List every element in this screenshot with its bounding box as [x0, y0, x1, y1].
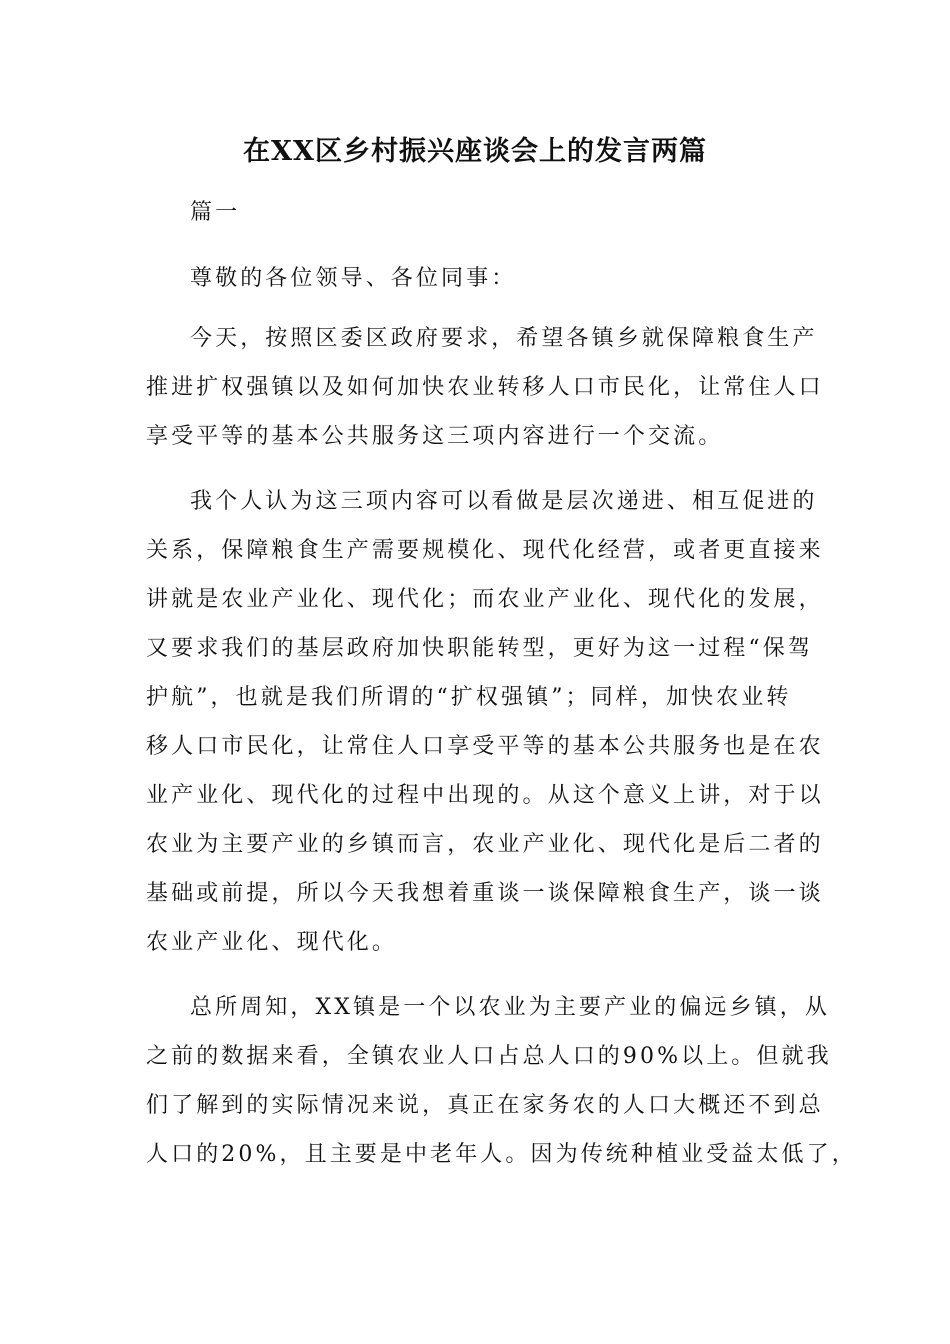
section-label: 篇一 — [190, 200, 241, 225]
paragraph-line: 农业产业化、现代化。 — [146, 930, 398, 955]
paragraph-line: 今天，按照区委区政府要求，希望各镇乡就保障粮食生产 — [190, 326, 818, 351]
paragraph-line: 护航”，也就是我们所谓的“扩权强镇”；同样，加快农业转 — [146, 685, 792, 710]
paragraph-line: 总所周知，XX镇是一个以农业为主要产业的偏远乡镇，从 — [190, 995, 830, 1020]
greeting-line: 尊敬的各位领导、各位同事： — [190, 266, 517, 291]
paragraph-line: 关系，保障粮食生产需要规模化、现代化经营，或者更直接来 — [146, 538, 824, 563]
paragraph-line: 人口的20%，且主要是中老年人。因为传统种植业受益太低了， — [146, 1142, 857, 1167]
paragraph-line: 基础或前提，所以今天我想着重谈一谈保障粮食生产，谈一谈 — [146, 881, 824, 906]
paragraph-line: 业产业化、现代化的过程中出现的。从这个意义上讲，对于以 — [146, 783, 824, 808]
paragraph-line: 享受平等的基本公共服务这三项内容进行一个交流。 — [146, 424, 724, 449]
document-title: 在XX区乡村振兴座谈会上的发言两篇 — [243, 136, 707, 167]
paragraph-line: 又要求我们的基层政府加快职能转型，更好为这一过程“保驾 — [146, 636, 813, 661]
paragraph-line: 们了解到的实际情况来说，真正在家务农的人口大概还不到总 — [146, 1093, 824, 1118]
paragraph-line: 我个人认为这三项内容可以看做是层次递进、相互促进的 — [190, 489, 818, 514]
paragraph-line: 推进扩权强镇以及如何加快农业转移人口市民化，让常住人口 — [146, 375, 824, 400]
paragraph-line: 之前的数据来看，全镇农业人口占总人口的90%以上。但就我 — [146, 1044, 832, 1069]
paragraph-line: 讲就是农业产业化、现代化；而农业产业化、现代化的发展， — [146, 587, 824, 612]
paragraph-line: 移人口市民化，让常住人口享受平等的基本公共服务也是在农 — [146, 734, 824, 759]
paragraph-line: 农业为主要产业的乡镇而言，农业产业化、现代化是后二者的 — [146, 832, 824, 857]
